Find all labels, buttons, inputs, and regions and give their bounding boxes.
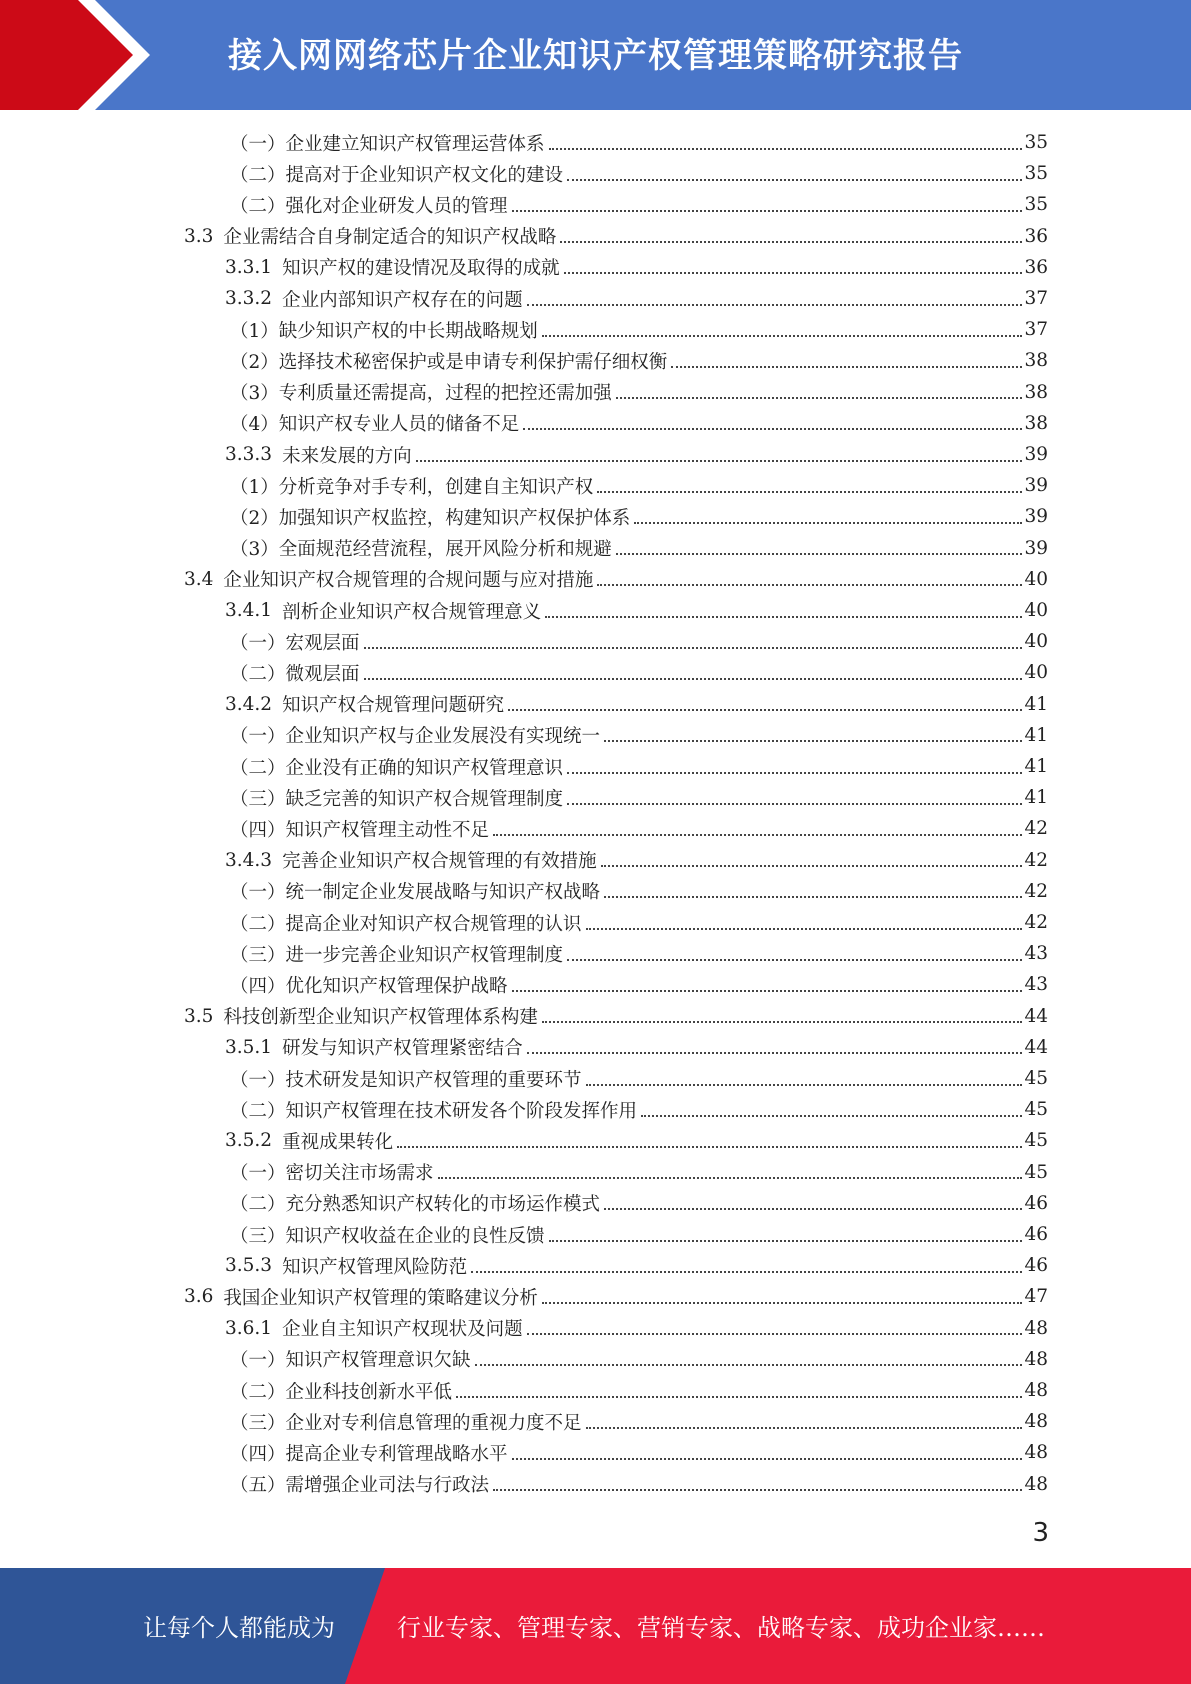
toc-dot-leader xyxy=(438,1177,1022,1179)
toc-dot-leader xyxy=(597,491,1022,493)
toc-dot-leader xyxy=(604,1208,1022,1210)
toc-entry[interactable] xyxy=(230,1219,1048,1250)
toc-dot-leader xyxy=(560,241,1022,243)
page-number: 3 xyxy=(1032,1518,1049,1548)
toc-entry[interactable] xyxy=(184,221,1048,252)
toc-entry[interactable] xyxy=(225,439,1048,470)
toc-entry-title: （三）知识产权收益在企业的良性反馈 xyxy=(230,1225,545,1247)
toc-entry-title: 知识产权的建设情况及取得的成就 xyxy=(282,258,560,280)
toc-dot-leader xyxy=(601,865,1022,867)
toc-dot-leader xyxy=(604,740,1022,742)
toc-entry[interactable] xyxy=(225,1032,1048,1063)
toc-dot-leader xyxy=(471,1271,1022,1273)
toc-entry-title: （二）企业科技创新水平低 xyxy=(230,1381,453,1403)
toc-entry-title: （四）优化知识产权管理保护战略 xyxy=(230,975,508,997)
toc-dot-leader xyxy=(527,1333,1022,1335)
toc-entry[interactable] xyxy=(230,657,1048,688)
toc-dot-leader xyxy=(567,179,1022,181)
toc-dot-leader xyxy=(586,928,1022,930)
toc-entry-title: （二）充分熟悉知识产权转化的市场运作模式 xyxy=(230,1194,601,1216)
toc-entry-page: 40 xyxy=(1024,662,1048,684)
toc-entry[interactable] xyxy=(184,564,1048,595)
toc-entry-page: 35 xyxy=(1024,132,1048,153)
toc-entry-title: （二）提高企业对知识产权合规管理的认识 xyxy=(230,913,582,935)
toc-entry-page: 37 xyxy=(1024,288,1048,309)
toc-entry-number: 3.4 xyxy=(184,568,214,590)
toc-entry-page: 40 xyxy=(1024,600,1048,621)
toc-entry-page: 41 xyxy=(1024,756,1048,777)
toc-entry[interactable] xyxy=(225,283,1048,314)
toc-entry-page: 48 xyxy=(1024,1317,1048,1339)
toc-entry[interactable] xyxy=(225,595,1048,626)
toc-entry-page: 35 xyxy=(1024,163,1048,185)
toc-entry-page: 45 xyxy=(1024,1130,1048,1152)
toc-entry-title: 企业知识产权合规管理的合规问题与应对措施 xyxy=(223,570,594,592)
toc-entry[interactable] xyxy=(230,1094,1048,1125)
toc-entry-page: 42 xyxy=(1024,880,1048,902)
toc-entry-title: （1）分析竞争对手专利，创建自主知识产权 xyxy=(230,476,594,498)
toc-dot-leader xyxy=(475,1364,1022,1366)
toc-entry-page: 38 xyxy=(1024,350,1048,372)
toc-entry-title: 重视成果转化 xyxy=(282,1131,394,1153)
toc-entry-title: （二）提高对于企业知识产权文化的建设 xyxy=(230,164,564,186)
toc-entry[interactable] xyxy=(230,876,1048,907)
toc-entry-page: 39 xyxy=(1024,537,1048,559)
toc-entry[interactable] xyxy=(184,1001,1048,1032)
toc-entry[interactable] xyxy=(230,1437,1048,1468)
toc-entry-page: 46 xyxy=(1024,1192,1048,1214)
toc-entry-title: （四）知识产权管理主动性不足 xyxy=(230,819,490,841)
toc-entry-title: （四）提高企业专利管理战略水平 xyxy=(230,1443,508,1465)
toc-dot-leader xyxy=(493,1489,1022,1491)
toc-entry-page: 44 xyxy=(1024,1005,1048,1027)
toc-entry-number: 3.4.1 xyxy=(225,600,273,621)
toc-dot-leader xyxy=(597,584,1022,586)
toc-dot-leader xyxy=(616,553,1022,555)
toc-entry[interactable] xyxy=(230,1157,1048,1188)
toc-entry[interactable] xyxy=(225,845,1048,876)
toc-dot-leader xyxy=(512,1458,1022,1460)
toc-entry-number: 3.5.1 xyxy=(225,1036,273,1058)
toc-entry[interactable] xyxy=(225,1125,1048,1156)
toc-entry-title: （3）全面规范经营流程，展开风险分析和规避 xyxy=(230,539,612,561)
toc-dot-leader xyxy=(564,272,1022,274)
toc-entry-title: （一）技术研发是知识产权管理的重要环节 xyxy=(230,1069,582,1091)
toc-entry[interactable] xyxy=(230,782,1048,813)
toc-entry-page: 37 xyxy=(1024,319,1048,341)
toc-entry-page: 39 xyxy=(1024,506,1048,528)
toc-entry-title: （二）企业没有正确的知识产权管理意识 xyxy=(230,757,564,779)
toc-entry-title: 知识产权管理风险防范 xyxy=(282,1256,468,1278)
toc-entry-number: 3.5.3 xyxy=(225,1255,273,1277)
toc-entry-page: 45 xyxy=(1024,1161,1048,1183)
toc-dot-leader xyxy=(512,210,1022,212)
toc-entry-number: 3.3.2 xyxy=(225,288,273,309)
toc-entry-title: （3）专利质量还需提高，过程的把控还需加强 xyxy=(230,383,612,405)
toc-dot-leader xyxy=(493,834,1022,836)
toc-entry[interactable] xyxy=(225,1250,1048,1281)
toc-entry[interactable] xyxy=(230,377,1048,408)
toc-entry-page: 45 xyxy=(1024,1099,1048,1121)
toc-entry-page: 48 xyxy=(1024,1380,1048,1401)
toc-entry-title: （一）企业建立知识产权管理运营体系 xyxy=(230,133,545,155)
toc-entry-page: 38 xyxy=(1024,412,1048,434)
toc-dot-leader xyxy=(567,803,1022,805)
toc-entry[interactable] xyxy=(230,314,1048,345)
toc-entry-page: 36 xyxy=(1024,225,1048,247)
toc-entry-page: 40 xyxy=(1024,568,1048,590)
page-footer xyxy=(0,1568,1191,1684)
toc-entry[interactable] xyxy=(230,1469,1048,1500)
toc-entry-page: 48 xyxy=(1024,1442,1048,1464)
toc-entry-page: 47 xyxy=(1024,1286,1048,1308)
toc-entry-number: 3.4.2 xyxy=(225,693,273,715)
toc-entry-page: 41 xyxy=(1024,724,1048,746)
footer-slogan-left: 让每个人都能成为 xyxy=(143,1614,335,1642)
toc-entry-page: 38 xyxy=(1024,381,1048,403)
toc-entry-number: 3.5 xyxy=(184,1005,214,1027)
toc-dot-leader xyxy=(364,647,1022,649)
toc-entry[interactable] xyxy=(230,1406,1048,1437)
toc-entry-page: 39 xyxy=(1024,444,1048,465)
toc-entry-number: 3.6.1 xyxy=(225,1317,273,1339)
toc-entry-number: 3.3.1 xyxy=(225,256,273,278)
toc-dot-leader xyxy=(671,366,1022,368)
toc-entry-title: 剖析企业知识产权合规管理意义 xyxy=(282,601,542,623)
toc-entry-number: 3.5.2 xyxy=(225,1130,273,1152)
toc-entry[interactable] xyxy=(230,626,1048,657)
toc-entry-page: 40 xyxy=(1024,631,1048,653)
toc-entry-page: 46 xyxy=(1024,1255,1048,1277)
toc-dot-leader xyxy=(456,1396,1022,1398)
toc-entry-title: 企业自主知识产权现状及问题 xyxy=(282,1319,523,1341)
toc-entry-page: 35 xyxy=(1024,194,1048,216)
toc-entry-page: 41 xyxy=(1024,693,1048,715)
document-title: 接入网网络芯片企业知识产权管理策略研究报告 xyxy=(228,36,963,76)
toc-entry-title: （二）微观层面 xyxy=(230,663,360,685)
toc-dot-leader xyxy=(527,1052,1022,1054)
toc-entry[interactable] xyxy=(225,1313,1048,1344)
toc-dot-leader xyxy=(527,304,1022,306)
toc-dot-leader xyxy=(508,709,1022,711)
toc-entry-title: 知识产权合规管理问题研究 xyxy=(282,695,505,717)
toc-entry[interactable] xyxy=(230,1063,1048,1094)
toc-entry-title: 科技创新型企业知识产权管理体系构建 xyxy=(223,1007,538,1029)
toc-dot-leader xyxy=(397,1146,1022,1148)
toc-entry-title: （二）强化对企业研发人员的管理 xyxy=(230,195,508,217)
toc-entry[interactable] xyxy=(230,501,1048,532)
toc-dot-leader xyxy=(549,148,1022,150)
toc-entry[interactable] xyxy=(230,408,1048,439)
toc-dot-leader xyxy=(542,1021,1022,1023)
toc-entry[interactable] xyxy=(230,813,1048,844)
toc-entry-title: （三）企业对专利信息管理的重视力度不足 xyxy=(230,1412,582,1434)
toc-entry[interactable] xyxy=(230,969,1048,1000)
toc-entry[interactable] xyxy=(230,1375,1048,1406)
toc-entry-title: 企业需结合自身制定适合的知识产权战略 xyxy=(223,227,557,249)
toc-entry-title: 我国企业知识产权管理的策略建议分析 xyxy=(223,1287,538,1309)
toc-dot-leader xyxy=(641,1115,1022,1117)
toc-entry[interactable] xyxy=(230,720,1048,751)
toc-dot-leader xyxy=(416,460,1022,462)
toc-entry-page: 41 xyxy=(1024,787,1048,809)
toc-entry-page: 42 xyxy=(1024,912,1048,933)
toc-entry[interactable] xyxy=(230,470,1048,501)
toc-entry-page: 48 xyxy=(1024,1411,1048,1433)
toc-entry-title: （二）知识产权管理在技术研发各个阶段发挥作用 xyxy=(230,1100,638,1122)
toc-entry[interactable] xyxy=(230,1344,1048,1375)
toc-entry-page: 45 xyxy=(1024,1068,1048,1089)
toc-entry-title: （一）宏观层面 xyxy=(230,632,360,654)
toc-entry[interactable] xyxy=(230,907,1048,938)
toc-dot-leader xyxy=(364,678,1022,680)
toc-dot-leader xyxy=(542,1302,1022,1304)
toc-entry-number: 3.3.3 xyxy=(225,444,273,465)
header-arrow-accent xyxy=(0,0,160,110)
toc-entry-title: 完善企业知识产权合规管理的有效措施 xyxy=(282,851,597,873)
toc-dot-leader xyxy=(567,959,1022,961)
toc-dot-leader xyxy=(586,1084,1022,1086)
toc-entry-number: 3.3 xyxy=(184,225,214,247)
toc-entry-page: 39 xyxy=(1024,475,1048,497)
toc-entry[interactable] xyxy=(230,533,1048,564)
toc-entry[interactable] xyxy=(230,345,1048,376)
toc-entry[interactable] xyxy=(184,1281,1048,1312)
toc-dot-leader xyxy=(616,397,1022,399)
toc-entry-title: （一）企业知识产权与企业发展没有实现统一 xyxy=(230,726,601,748)
toc-entry-title: （三）缺乏完善的知识产权合规管理制度 xyxy=(230,788,564,810)
toc-dot-leader xyxy=(634,522,1022,524)
toc-entry-title: （2）选择技术秘密保护或是申请专利保护需仔细权衡 xyxy=(230,351,668,373)
toc-dot-leader xyxy=(523,428,1022,430)
toc-entry-title: 未来发展的方向 xyxy=(282,445,412,467)
toc-dot-leader xyxy=(549,1240,1022,1242)
toc-entry[interactable] xyxy=(230,189,1048,220)
toc-entry[interactable] xyxy=(225,689,1048,720)
toc-entry[interactable] xyxy=(230,127,1048,158)
toc-entry-page: 46 xyxy=(1024,1224,1048,1245)
toc-entry-title: （一）知识产权管理意识欠缺 xyxy=(230,1350,471,1372)
toc-entry-number: 3.6 xyxy=(184,1286,214,1308)
toc-entry-title: （一）密切关注市场需求 xyxy=(230,1163,434,1185)
toc-entry-title: （1）缺少知识产权的中长期战略规划 xyxy=(230,320,538,342)
toc-entry-title: （4）知识产权专业人员的储备不足 xyxy=(230,414,520,436)
toc-entry-page: 36 xyxy=(1024,256,1048,278)
toc-entry-page: 42 xyxy=(1024,818,1048,840)
toc-entry-title: （2）加强知识产权监控，构建知识产权保护体系 xyxy=(230,507,631,529)
toc-entry[interactable] xyxy=(230,938,1048,969)
toc-entry[interactable] xyxy=(225,252,1048,283)
toc-entry-title: （五）需增强企业司法与行政法 xyxy=(230,1475,490,1497)
toc-dot-leader xyxy=(512,990,1022,992)
toc-entry-number: 3.4.3 xyxy=(225,849,273,871)
toc-entry-title: 企业内部知识产权存在的问题 xyxy=(282,289,523,311)
footer-slogan-right: 行业专家、管理专家、营销专家、战略专家、成功企业家…… xyxy=(397,1614,1045,1642)
toc-entry-title: （三）进一步完善企业知识产权管理制度 xyxy=(230,944,564,966)
toc-dot-leader xyxy=(604,896,1022,898)
toc-dot-leader xyxy=(545,616,1022,618)
toc-entry-title: 研发与知识产权管理紧密结合 xyxy=(282,1038,523,1060)
toc-dot-leader xyxy=(542,335,1022,337)
toc-entry-page: 48 xyxy=(1024,1473,1048,1495)
toc-dot-leader xyxy=(586,1427,1022,1429)
toc-entry[interactable] xyxy=(230,158,1048,189)
toc-entry-page: 42 xyxy=(1024,849,1048,871)
page-header xyxy=(0,0,1191,110)
toc-entry[interactable] xyxy=(230,751,1048,782)
toc-entry-page: 43 xyxy=(1024,974,1048,996)
toc-entry-page: 44 xyxy=(1024,1036,1048,1058)
toc-entry-page: 48 xyxy=(1024,1348,1048,1370)
toc-entry-title: （一）统一制定企业发展战略与知识产权战略 xyxy=(230,882,601,904)
toc-entry[interactable] xyxy=(230,1188,1048,1219)
toc-dot-leader xyxy=(567,772,1022,774)
toc-entry-page: 43 xyxy=(1024,943,1048,965)
